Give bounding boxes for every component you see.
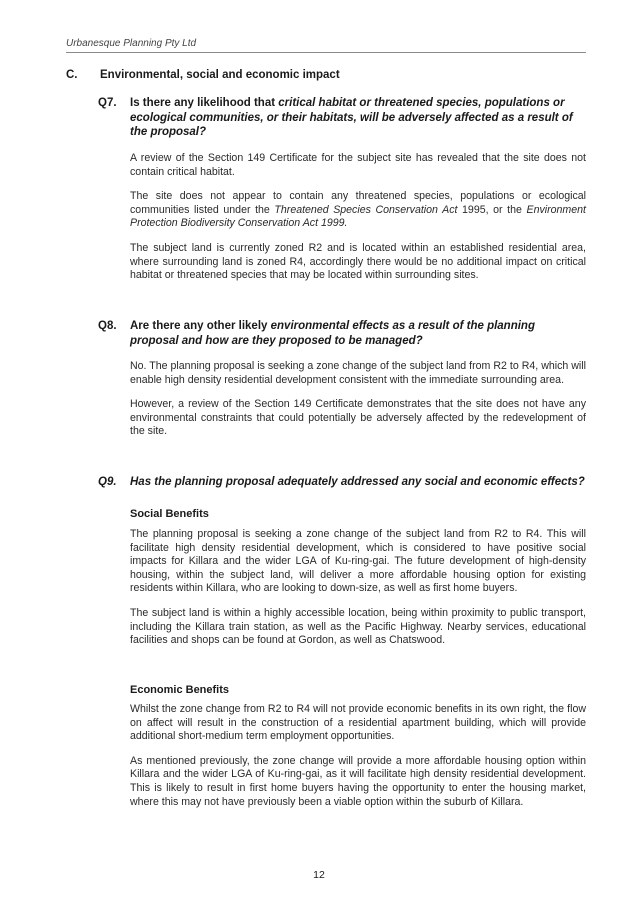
paragraph: However, a review of the Section 149 Certificate demonstrates that the site does not have any environmental constraints that could potentially be adversely affected by the redevelopment of the site. [130,398,586,438]
question-q9 [98,475,586,490]
section-title: Environmental, social and economic impact [100,69,340,81]
paragraph [130,190,586,231]
paragraph: As mentioned previously, the zone change will provide a more affordable housing option within Killara and the wider LGA of Ku-ring-gai, as it will facilitate high density residential development. This is likely to result in first home buyers having the opportunity to enter the housing market, where this may not have previously been a viable option within the suburb of Killara. [130,754,586,808]
q7-answer [130,152,586,294]
text-run: 1995, or the [457,203,527,216]
paragraph: The planning proposal is seeking a zone change of the subject land from R2 to R4. This will facilitate high density residential development, which is considered to have positive social impacts for Killara and the wider LGA of Ku-ring-gai. The future development of high-density housing, within the subject land, will deliver a more affordable housing option for existing residents within Killara, who are looking to down-size, as well as first home buyers. [130,528,586,595]
page-number: 12 [313,869,325,881]
question-number: Q7. [98,97,117,109]
q8-answer [130,360,586,450]
section-heading [66,69,340,81]
paragraph: The subject land is currently zoned R2 and is located within an established residential area, where surrounding land is zoned R4, accordingly there would be no additional impact on critical habitat or threatened species that may be located within surrounding sites. [130,241,586,282]
text-run: The site does not appear to contain any threatened species, populations or ecological communities listed under the [130,190,586,216]
question-q7 [98,96,586,140]
paragraph: The subject land is within a highly accessible location, being within proximity to public transport, including the Killara train station, as well as the Pacific Highway. Nearby services, educational facilities and shops can be found at Gordon, as well as Chatswood. [130,606,586,647]
paragraph: Whilst the zone change from R2 to R4 will not provide economic benefits in its own right, the flow on affect will result in the construction of a residential apartment building, which will provide additional short-medium term employment opportunities. [130,703,586,743]
question-number: Q8. [98,320,117,332]
paragraph: A review of the Section 149 Certificate for the subject site has revealed that the site does not contain critical habitat. [130,152,586,178]
act-title: Threatened Species Conservation Act [274,203,458,216]
company-name: Urbanesque Planning Pty Ltd [66,38,197,49]
question-emphasis: environmental effects as a result of the planning proposal and how are they proposed to be managed? [130,320,535,347]
paragraph: No. The planning proposal is seeking a zone change of the subject land from R2 to R4, which will enable high density residential development consistent with the immediate surrounding area. [130,360,586,386]
act-title: Environment Protection Biodiversity Conservation Act 1999. [130,203,586,230]
economic-benefits-body [130,703,586,820]
question-emphasis: critical habitat or threatened species, populations or ecological communities, or their habitats, will be adversely affected as a result of the proposal? [130,97,573,138]
question-q8 [98,319,586,348]
page-header [66,38,586,53]
social-benefits-heading: Social Benefits [130,508,209,520]
question-lead: Is there any likelihood that [130,97,279,109]
social-benefits-body [130,528,586,659]
question-text: Has the planning proposal adequately addressed any social and economic effects? [130,476,585,488]
economic-benefits-heading: Economic Benefits [130,684,230,696]
question-text [130,319,586,348]
question-lead: Are there any other likely [130,320,271,332]
section-letter: C. [66,69,78,81]
question-text [130,96,586,140]
question-number: Q9. [98,476,117,488]
